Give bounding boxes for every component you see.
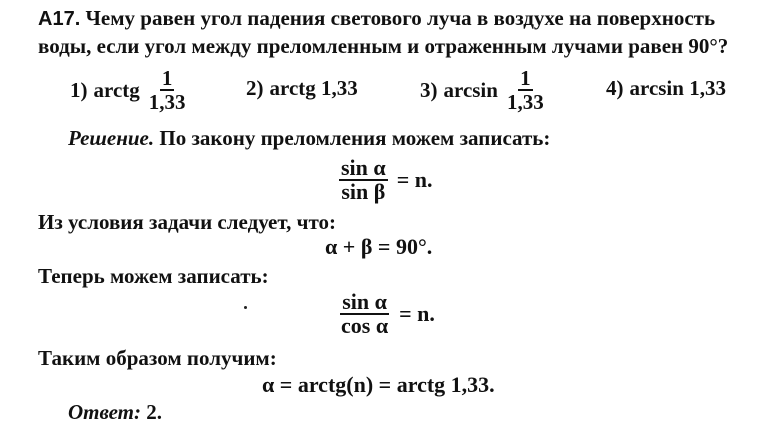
- option-2-text: arctg 1,33: [269, 76, 358, 100]
- equation-1-denominator: sin β: [341, 179, 386, 204]
- solution-label: Решение.: [68, 126, 155, 150]
- problem-number: А17.: [38, 8, 81, 30]
- option-3-numerator: 1: [520, 66, 531, 90]
- equation-3-numerator: sin α: [342, 289, 387, 314]
- option-1: [70, 68, 191, 112]
- equation-3-rhs: = n.: [399, 301, 435, 326]
- equation-3-fraction: [339, 289, 390, 338]
- option-1-fraction: [147, 68, 188, 112]
- option-3-fraction: [505, 68, 546, 112]
- answer-value: 2.: [146, 400, 162, 424]
- option-1-index: 1): [70, 77, 88, 102]
- equation-1-rhs: = n.: [396, 167, 433, 192]
- answer-line: [68, 400, 162, 424]
- option-1-numerator: 1: [161, 66, 173, 90]
- equation-4-text: α = arctg(n) = arctg 1,33.: [262, 372, 495, 397]
- equation-2: [325, 234, 432, 260]
- equation-3: [336, 289, 441, 338]
- option-4: [606, 76, 726, 101]
- option-1-function: arctg: [93, 77, 140, 102]
- equation-1-numerator: sin α: [341, 155, 386, 180]
- condition-line: [38, 210, 336, 234]
- problem-text-line-2: воды, если угол между преломленным и отраженным лучами равен 90°?: [38, 34, 729, 58]
- equation-1: [336, 155, 438, 204]
- problem-text-line-1: Чему равен угол падения светового луча в воздухе на поверхность: [85, 6, 716, 30]
- condition-text: Из условия задачи следует, что:: [38, 210, 336, 234]
- thus-line: [38, 346, 277, 370]
- now-text: Теперь можем записать:: [38, 264, 269, 288]
- option-3-index: 3): [420, 77, 438, 102]
- solution-intro-line: [68, 126, 550, 150]
- option-4-text: arcsin 1,33: [629, 76, 726, 100]
- equation-3-denominator: cos α: [341, 313, 389, 338]
- option-3-function: arcsin: [443, 77, 498, 102]
- option-2: [246, 76, 358, 101]
- equation-1-fraction: [339, 155, 388, 204]
- option-3: [420, 68, 549, 112]
- print-speck: [244, 306, 247, 309]
- equation-2-text: α + β = 90°.: [325, 234, 433, 259]
- thus-text: Таким образом получим:: [38, 346, 277, 370]
- solution-intro-text: По закону преломления можем записать:: [159, 126, 551, 150]
- answer-label: Ответ:: [68, 400, 141, 424]
- now-line: [38, 264, 269, 288]
- equation-4: [262, 372, 495, 398]
- problem-line-1: [38, 6, 715, 31]
- option-2-index: 2): [246, 76, 264, 100]
- option-4-index: 4): [606, 76, 624, 100]
- problem-line-2: [38, 34, 728, 58]
- option-1-denominator: 1,33: [148, 90, 186, 114]
- option-3-denominator: 1,33: [506, 90, 544, 114]
